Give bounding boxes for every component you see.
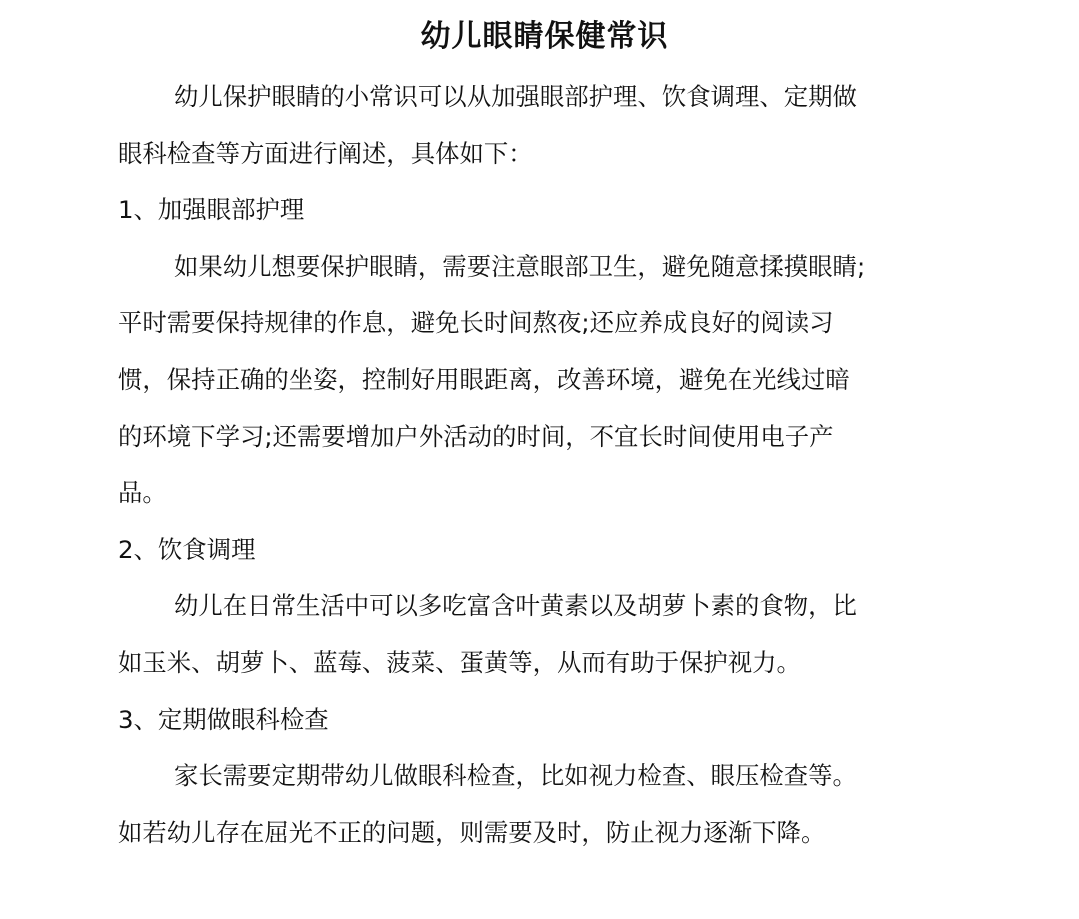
paragraph-line: 家长需要定期带幼儿做眼科检查，比如视力检查、眼压检查等。 xyxy=(174,761,857,791)
section-heading: 3、定期做眼科检查 xyxy=(118,704,329,734)
paragraph-line: 平时需要保持规律的作息，避免长时间熬夜;还应养成良好的阅读习 xyxy=(118,308,834,338)
paragraph-line: 的环境下学习;还需要增加户外活动的时间，不宜长时间使用电子产 xyxy=(118,421,834,451)
paragraph-line: 如若幼儿存在屈光不正的问题，则需要及时，防止视力逐渐下降。 xyxy=(118,817,826,847)
document-body xyxy=(118,69,970,861)
paragraph-line: 眼科检查等方面进行阐述，具体如下： xyxy=(118,138,533,168)
paragraph-line: 如玉米、胡萝卜、蓝莓、菠菜、蛋黄等，从而有助于保护视力。 xyxy=(118,647,801,677)
document-title: 幼儿眼睛保健常识 xyxy=(420,19,669,54)
paragraph-line: 幼儿在日常生活中可以多吃富含叶黄素以及胡萝卜素的食物，比 xyxy=(174,591,857,621)
section-heading: 1、加强眼部护理 xyxy=(118,195,305,225)
paragraph-line: 品。 xyxy=(118,478,167,508)
paragraph-line: 惯，保持正确的坐姿，控制好用眼距离，改善环境，避免在光线过暗 xyxy=(118,364,850,394)
section-heading: 2、饮食调理 xyxy=(118,534,256,564)
paragraph-line: 如果幼儿想要保护眼睛，需要注意眼部卫生，避免随意揉摸眼睛; xyxy=(174,251,866,281)
paragraph-line: 幼儿保护眼睛的小常识可以从加强眼部护理、饮食调理、定期做 xyxy=(174,82,857,111)
